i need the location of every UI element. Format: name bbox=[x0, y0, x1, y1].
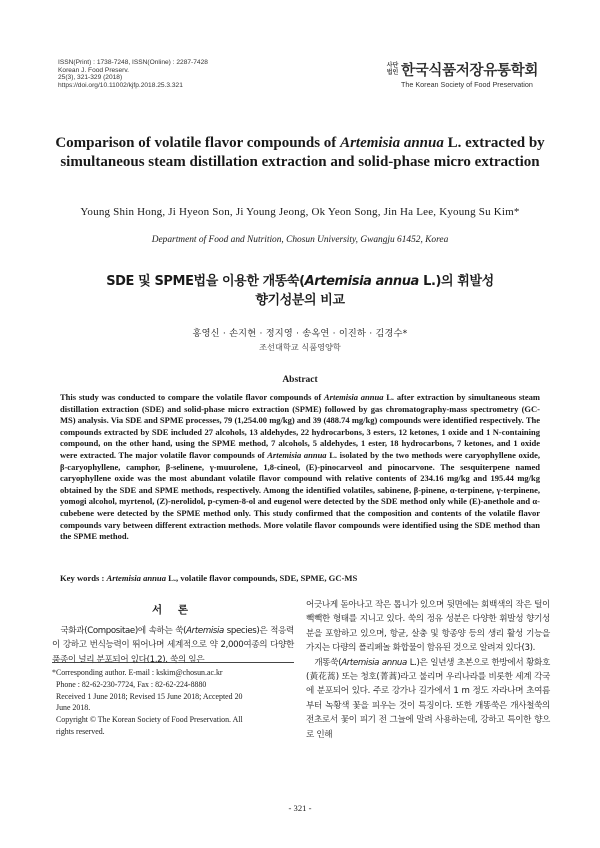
intro-paragraph: 개똥쑥(Artemisia annua L.)은 일년생 초본으로 한방에서 황화호(黃花蒿) 또는 청호(菁蒿)라고 불리며 우리나라를 비롯한 세계 각국에 분포되어 있다. 주로 강가나 길가에서 1 m 정도 자라나며 초여름부터 녹황색 꽃을 피우는 것이 특징이다. 또한 개똥쑥은 개사철쑥의 전초로서 꽃이 피기 전 그늘에 말려 사용하는데, 강하고 특이한 향으로 인해 bbox=[306, 657, 550, 740]
journal-info bbox=[58, 59, 318, 89]
species-name: Artemisia annua bbox=[341, 657, 407, 668]
author-list: Young Shin Hong, Ji Hyeon Son, Ji Young Jeong, Ok Yeon Song, Jin Ha Lee, Kyoung Su Kim* bbox=[80, 206, 520, 218]
keywords: Key words : Artemisia annua L., volatile flavor compounds, SDE, SPME, GC-MS bbox=[60, 573, 358, 583]
received-date: Received 1 June 2018; Revised 15 June 2018; Accepted 20 bbox=[56, 691, 243, 701]
volume-line: 25(3), 321-329 (2018) bbox=[58, 74, 123, 82]
abstract-heading: Abstract bbox=[282, 375, 318, 385]
intro-paragraph: 국화과(Compositae)에 속하는 쑥(Artemisia species)은 적응력이 강하고 번식능력이 뛰어나며 세계적으로 약 2,000여종의 다양한 품종이 널리 분포되어 있다(1,2). 쑥의 잎은 bbox=[52, 626, 294, 665]
issn-line: ISSN(Print) : 1738-7248, ISSN(Online) : 2287-7428 bbox=[58, 59, 208, 66]
society-logo bbox=[386, 59, 556, 93]
species-name: Artemisia annua bbox=[304, 274, 419, 289]
genus-name: Artemisia bbox=[186, 626, 224, 636]
intro-paragraph: 어긋나게 돋아나고 작은 톱니가 있으며 뒷면에는 회백색의 작은 털이 빽빽한 형태를 지니고 있다. 쑥의 정유 성분은 다양한 휘발성 향기성분을 포함하고 있으며, 항균, 살충 및 항종양 등의 생리 활성 기능을 가지는 다량의 폴리페놀 화합물이 함유된 것으로 알려져 있다(3). bbox=[306, 600, 550, 654]
species-name: Artemisia annua bbox=[324, 392, 384, 402]
doi-link[interactable]: https://doi.org/10.11002/kjfp.2018.25.3.321 bbox=[58, 81, 183, 89]
intro-column-2 bbox=[306, 598, 550, 742]
species-name: Artemisia annua bbox=[267, 449, 327, 460]
corresponding-author: *Corresponding author. E-mail : kskim@chosun.ac.kr bbox=[52, 668, 223, 677]
copyright: Copyright © The Korean Society of Food Preservation. All bbox=[56, 715, 243, 725]
paper-title: Comparison of volatile flavor compounds of Artemisia annua L. extracted by simultaneous steam distillation extraction and solid-phase micro extraction bbox=[55, 135, 545, 170]
korean-title: SDE 및 SPME법을 이용한 개똥쑥(Artemisia annua L.)의 휘발성 향기성분의 비교 bbox=[106, 274, 494, 308]
abstract-body: This study was conducted to compare the volatile flavor compounds of Artemisia annua L. after extraction by simultaneous steam distillation extraction (SDE) and solid-phase micro extraction (SPME) followed by gas chromatography-mass spectrometry (GC-MS) analysis. Via SDE and SPME processes, 79 (1,254.00 mg/kg) and 39 (488.74 mg/kg) compounds were identified respectively. The compounds extracted by SDE included 27 alcohols, 13 aldehydes, 22 hydrocarbons, 3 esters, 12 ketones, 1 oxide and 1 N-containing compound, on the other hand, using the SPME method, 7 alcohols, 5 aldehydes, 1 ester, 18 hydrocarbons, 7 ketones, and 1 oxide were extracted. The major volatile flavor compounds of Artemisia annua L. isolated by the two methods were caryophyllene oxide, β-caryophyllene, camphor, β-selinene, γ-muurolene, 1,8-cineol, (E)-pinocarveol and pinocarvone. The sesquiterpene named caryophyllene oxide was the most abundant volatile flavor compound with relative contents of 234.16 mg/kg and 195.44 mg/kg obtained by the SDE and SPME methods, respectively. Among the identified volatiles, sabinene, β-pinene, α-terpinene, γ-terpinene, yomogi alcohol, myrtenol, (Z)-nerolidol, p-cymen-8-ol and eugenol were detected by the SDE method only while (E)-anethole and α-cubebene were detected by the SPME method only. This study confirmed that the composition and contents of the volatile flavor compounds vary between different extraction methods. More volatile flavor compounds were identified using the SDE method than the SPME method. bbox=[60, 392, 540, 542]
journal-name: Korean J. Food Preserv. bbox=[58, 66, 129, 74]
affiliation: Department of Food and Nutrition, Chosun University, Gwangju 61452, Korea bbox=[151, 235, 449, 245]
species-name: Artemisia annua bbox=[340, 135, 444, 151]
society-name-en: The Korean Society of Food Preservation bbox=[401, 80, 533, 89]
footnote-divider bbox=[52, 662, 294, 663]
species-name: Artemisia annua bbox=[106, 573, 167, 583]
society-name-ko: 한국식품저장유통학회 bbox=[401, 63, 539, 79]
page-number: - 321 - bbox=[288, 803, 312, 813]
contact-phone: Phone : 82-62-230-7724, Fax : 82-62-224-8880 bbox=[56, 679, 207, 689]
received-date-cont: June 2018. bbox=[56, 703, 91, 713]
korean-author-list: 홍영신 · 손지현 · 정지영 · 송옥연 · 이진하 · 김경수* bbox=[192, 328, 408, 339]
copyright-cont: rights reserved. bbox=[56, 726, 105, 736]
korean-affiliation: 조선대학교 식품영양학 bbox=[259, 342, 341, 352]
society-mark: 사단법인 bbox=[386, 62, 399, 76]
footnote bbox=[52, 667, 294, 738]
section-heading-intro: 서 론 bbox=[152, 604, 194, 616]
